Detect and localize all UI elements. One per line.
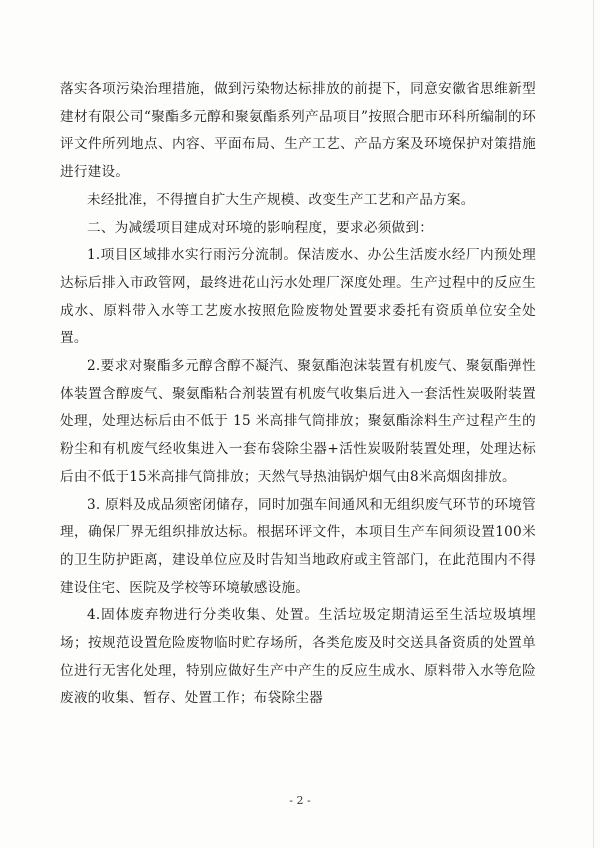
requirement-item-1-drainage: 1.项目区域排水实行雨污分流制。保洁废水、办公生活废水经厂内预处理达标后排入市政管网，最终进花山污水处理厂深度处理。生产过程中的反应生成水、原料带入水等工艺废水按照危险废物处置要求委托有资质单位安全处置。 [60,247,536,347]
requirement-item-3-storage: 3. 原料及成品须密闭储存，同时加强车间通风和无组织废气环节的环境管理，确保厂界无组织排放达标。根据环评文件，本项目生产车间须设置100米的卫生防护距离，建设单位应及时告知当地政府或主管部门，在此范围内不得建设住宅、医院及学校等环境敏感设施。 [60,496,536,596]
requirement-item-2-exhaust-gas: 2.要求对聚酯多元醇含醇不凝汽、聚氨酯泡沫装置有机废气、聚氨酯弹性体装置含醇废气、聚氨酯粘合剂装置有机废气收集后进入一套活性炭吸附装置处理，处理达标后由不低于 15 米高排气筒排放；聚氨酯涂料生产过程产生的粉尘和有机废气经收集进入一套布袋除尘器+活性炭吸附装置处理，处理达标后由不低于15米高排气筒排放；天然气导热油锅炉烟气由8米高烟囱排放。 [60,358,536,485]
section-heading-requirements: 二、为减缓项目建成对环境的影响程度，要求必须做到： [87,219,434,236]
document-body [60,76,536,713]
paragraph-unapproved-notice: 未经批准，不得擅自扩大生产规模、改变生产工艺和产品方案。 [87,191,475,208]
paragraph-continuation: 落实各项污染治理措施，做到污染物达标排放的前提下，同意安徽省思维新型建材有限公司“聚酯多元醇和聚氨酯系列产品项目”按照合肥市环科所编制的环评文件所列地点、内容、平面布局、生产工艺、产品方案及环境保护对策措施进行建设。 [60,81,536,181]
requirement-item-4-solid-waste: 4.固体废弃物进行分类收集、处置。生活垃圾定期清运至生活垃圾填埋场；按规范设置危险废物临时贮存场所，各类危废及时交送具备资质的处置单位进行无害化处理，特别应做好生产中产生的反应生成水、原料带入水等危险废液的收集、暂存、处置工作；布袋除尘器 [60,607,536,707]
page-edge-shadow [593,0,594,848]
page-number: - 2 - [289,794,311,807]
